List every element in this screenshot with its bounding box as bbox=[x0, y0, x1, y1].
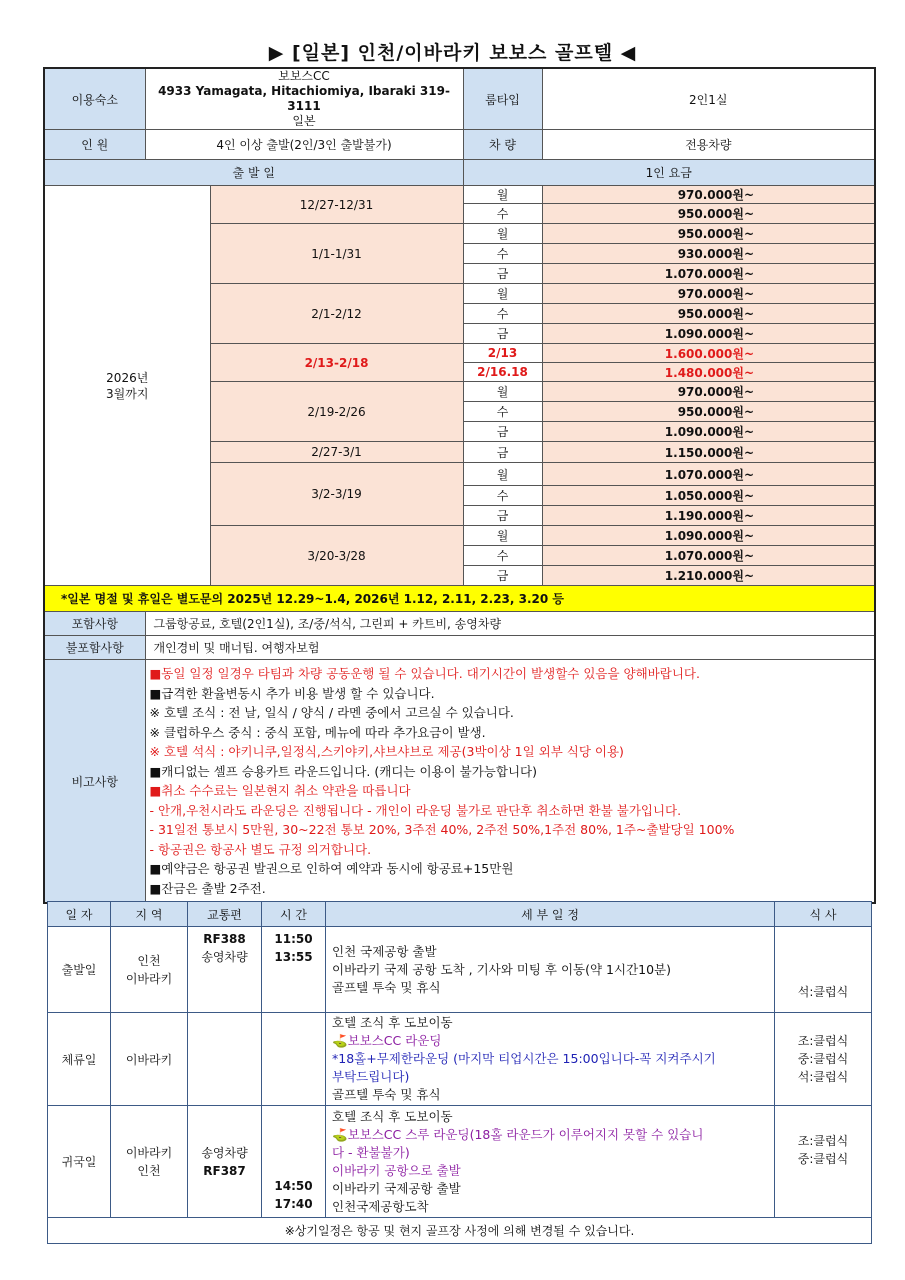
day2-meal bbox=[775, 1013, 872, 1106]
price-row bbox=[44, 186, 875, 204]
included-value: 그룹항공료, 호텔(2인1실), 조/중/석식, 그린피 + 카트비, 송영차량 bbox=[145, 612, 875, 636]
excluded-value: 개인경비 및 매너팁. 여행자보험 bbox=[145, 636, 875, 660]
remarks-list bbox=[145, 660, 875, 904]
remark-line: ※ 호텔 조식 : 전 날, 일식 / 양식 / 라멘 중에서 고르실 수 있습니다. bbox=[149, 705, 514, 720]
departure-date-header: 출 발 일 bbox=[44, 160, 463, 186]
day-of-week: 수 bbox=[463, 304, 542, 324]
day3-time-1: 14:50 bbox=[274, 1179, 313, 1193]
day2-detail bbox=[326, 1013, 775, 1106]
day3-meal-1: 조:클럽식 bbox=[797, 1134, 849, 1148]
day3-region-1: 이바라키 bbox=[125, 1145, 173, 1160]
day2-meal-2: 중:클럽식 bbox=[797, 1052, 849, 1066]
day3-round: ⛳보보스CC 스루 라운딩(18홀 라운드가 이루어지지 못할 수 있습니 bbox=[332, 1126, 704, 1142]
date-range: 12/27-12/31 bbox=[210, 186, 463, 224]
day2-round: ⛳보보스CC 라운딩 bbox=[332, 1033, 442, 1048]
remark-line: ■동일 일정 일경우 타팀과 차량 공동운행 될 수 있습니다. 대기시간이 발생할수 있음을 양해바랍니다. bbox=[149, 666, 700, 681]
day-of-week: 월 bbox=[463, 382, 542, 402]
day-of-week: 금 bbox=[463, 566, 542, 586]
day-of-week: 수 bbox=[463, 204, 542, 224]
day2-meal-1: 조:클럽식 bbox=[797, 1034, 849, 1048]
day3-meal-2: 중:클럽식 bbox=[797, 1152, 849, 1166]
day-of-week: 금 bbox=[463, 442, 542, 463]
day3-region bbox=[111, 1106, 188, 1218]
day3-label: 귀국일 bbox=[48, 1106, 111, 1218]
period-year: 2026년 bbox=[106, 370, 149, 385]
header-meal: 식 사 bbox=[775, 902, 872, 927]
date-range: 3/20-3/28 bbox=[210, 526, 463, 586]
price-value: 1.190.000원~ bbox=[542, 506, 875, 526]
remark-line: - 안개,우천시라도 라운딩은 진행됩니다 - 개인이 라운딩 불가로 판단후 취소하면 환불 불가입니다. bbox=[149, 802, 682, 818]
day-of-week: 수 bbox=[463, 244, 542, 264]
price-value: 1.210.000원~ bbox=[542, 566, 875, 586]
day1-detail-1: 인천 국제공항 출발 bbox=[332, 943, 437, 959]
date-range: 2/1-2/12 bbox=[210, 284, 463, 344]
day-of-week: 월 bbox=[463, 463, 542, 486]
lodging-label: 이용숙소 bbox=[44, 68, 145, 130]
day3-detail bbox=[326, 1106, 775, 1218]
date-range: 2/13-2/18 bbox=[210, 344, 463, 382]
day1-region-2: 이바라키 bbox=[125, 971, 173, 986]
day-of-week: 수 bbox=[463, 486, 542, 506]
day1-time-1: 11:50 bbox=[274, 932, 313, 946]
day3-region-2: 인천 bbox=[137, 1163, 161, 1178]
schedule-footer-note: ※상기일정은 항공 및 현지 골프장 사정에 의해 변경될 수 있습니다. bbox=[48, 1218, 872, 1244]
lodging-name: 보보스CC bbox=[278, 69, 330, 83]
golf-flag-icon: ⛳ bbox=[332, 1033, 348, 1048]
day1-time-2: 13:55 bbox=[274, 950, 313, 964]
price-value: 1.070.000원~ bbox=[542, 463, 875, 486]
remark-line: ※ 클럽하우스 중식 : 중식 포함, 메뉴에 따라 추가요금이 발생. bbox=[149, 724, 486, 740]
vehicle-value: 전용차량 bbox=[542, 130, 875, 160]
lodging-value bbox=[145, 68, 463, 130]
day2-detail-3: *18홀+무제한라운딩 (마지막 티업시간은 15:00입니다-꼭 지켜주시기 bbox=[332, 1051, 716, 1066]
price-value: 1.150.000원~ bbox=[542, 442, 875, 463]
day1-label: 출발일 bbox=[48, 927, 111, 1013]
day3-detail-5: 이바라키 국제공항 출발 bbox=[332, 1180, 461, 1196]
day1-detail-3: 골프텔 투숙 및 휴식 bbox=[332, 979, 441, 995]
day2-time-empty bbox=[262, 1013, 326, 1106]
remark-line: ■캐디없는 셀프 승용카트 라운드입니다. (캐디는 이용이 불가능합니다) bbox=[149, 763, 537, 779]
day-of-week: 금 bbox=[463, 422, 542, 442]
price-value: 1.090.000원~ bbox=[542, 324, 875, 344]
day3-meal bbox=[775, 1106, 872, 1218]
day2-detail-5: 골프텔 투숙 및 휴식 bbox=[332, 1087, 441, 1102]
day3-detail-1: 호텔 조식 후 도보이동 bbox=[332, 1108, 453, 1124]
room-type-label: 룸타입 bbox=[463, 68, 542, 130]
header-date: 일 자 bbox=[48, 902, 111, 927]
date-range: 3/2-3/19 bbox=[210, 463, 463, 526]
price-value: 950.000원~ bbox=[542, 402, 875, 422]
people-value: 4인 이상 출발(2인/3인 출발불가) bbox=[145, 130, 463, 160]
vehicle-label: 차 량 bbox=[463, 130, 542, 160]
price-value: 970.000원~ bbox=[542, 382, 875, 402]
excluded-label: 불포함사항 bbox=[44, 636, 145, 660]
day-of-week: 월 bbox=[463, 186, 542, 204]
day-of-week: 금 bbox=[463, 264, 542, 284]
room-type-value: 2인1실 bbox=[542, 68, 875, 130]
day3-transport bbox=[188, 1106, 262, 1218]
day3-shuttle: 송영차량 bbox=[201, 1145, 248, 1160]
day3-flight: RF387 bbox=[203, 1163, 246, 1178]
remark-line: - 31일전 통보시 5만원, 30~22전 통보 20%, 3주전 40%, 2주전 50%,1주전 80%, 1주~출발당일 100% bbox=[149, 822, 735, 837]
day1-time bbox=[262, 927, 326, 1013]
day3-time-2: 17:40 bbox=[274, 1197, 313, 1211]
holiday-note: *일본 명절 및 휴일은 별도문의 2025년 12.29~1.4, 2026년 1.12, 2.11, 2.23, 3.20 등 bbox=[44, 586, 875, 612]
day-of-week: 월 bbox=[463, 284, 542, 304]
remark-line: - 항공권은 항공사 별도 규정 의거합니다. bbox=[149, 841, 372, 857]
price-per-person-header: 1인 요금 bbox=[463, 160, 875, 186]
header-detail: 세 부 일 정 bbox=[326, 902, 775, 927]
header-time: 시 간 bbox=[262, 902, 326, 927]
day1-region-1: 인천 bbox=[137, 953, 161, 968]
remark-line: ■취소 수수료는 일본현지 취소 약관을 따릅니다 bbox=[149, 783, 411, 798]
day2-region: 이바라키 bbox=[111, 1013, 188, 1106]
price-value: 970.000원~ bbox=[542, 284, 875, 304]
included-label: 포함사항 bbox=[44, 612, 145, 636]
day3-detail-3: 다 - 환불불가) bbox=[332, 1144, 410, 1160]
day1-shuttle: 송영차량 bbox=[201, 950, 248, 964]
lodging-address: 4933 Yamagata, Hitachiomiya, Ibaraki 319-3111 bbox=[158, 84, 450, 113]
day-of-week: 월 bbox=[463, 526, 542, 546]
lodging-country: 일본 bbox=[292, 114, 316, 128]
day2-detail-4: 부탁드립니다) bbox=[332, 1069, 410, 1084]
day-of-week: 월 bbox=[463, 224, 542, 244]
date-range: 2/19-2/26 bbox=[210, 382, 463, 442]
day-of-week: 수 bbox=[463, 402, 542, 422]
price-value: 1.090.000원~ bbox=[542, 422, 875, 442]
day1-transport bbox=[188, 927, 262, 1013]
itinerary-table bbox=[47, 901, 872, 1244]
price-value: 970.000원~ bbox=[542, 186, 875, 204]
day3-detail-6: 인천국제공항도착 bbox=[332, 1198, 429, 1214]
price-value: 1.070.000원~ bbox=[542, 264, 875, 284]
remark-line: ■예약금은 항공권 발권으로 인하여 예약과 동시에 항공료+15만원 bbox=[149, 861, 514, 876]
date-range: 1/1-1/31 bbox=[210, 224, 463, 284]
day-of-week: 금 bbox=[463, 506, 542, 526]
price-value: 950.000원~ bbox=[542, 304, 875, 324]
price-value: 930.000원~ bbox=[542, 244, 875, 264]
day3-time bbox=[262, 1106, 326, 1218]
day2-label: 체류일 bbox=[48, 1013, 111, 1106]
tour-info-table bbox=[43, 67, 876, 904]
day2-transport-empty bbox=[188, 1013, 262, 1106]
price-value: 1.480.000원~ bbox=[542, 363, 875, 382]
day1-detail bbox=[326, 927, 775, 1013]
people-label: 인 원 bbox=[44, 130, 145, 160]
remark-line: ■잔금은 출발 2주전. bbox=[149, 880, 266, 896]
header-transport: 교통편 bbox=[188, 902, 262, 927]
day3-detail-4: 이바라키 공항으로 출발 bbox=[332, 1162, 461, 1178]
day-of-week: 2/13 bbox=[463, 344, 542, 363]
day1-detail-2: 이바라키 국제 공항 도착 , 기사와 미팅 후 이동(약 1시간10분) bbox=[332, 961, 671, 977]
day2-meal-3: 석:클럽식 bbox=[797, 1070, 849, 1084]
day-of-week: 수 bbox=[463, 546, 542, 566]
golf-flag-icon: ⛳ bbox=[332, 1126, 348, 1142]
day1-flight: RF388 bbox=[203, 932, 246, 946]
price-value: 950.000원~ bbox=[542, 204, 875, 224]
period-cell bbox=[44, 186, 210, 586]
remark-line: ※ 호텔 석식 : 야키니쿠,일정식,스키야키,샤브샤브로 제공(3박이상 1일 외부 식당 이용) bbox=[149, 744, 624, 759]
page-title: ▶ [일본] 인천/이바라키 보보스 골프텔 ◀ bbox=[268, 42, 637, 64]
price-value: 1.070.000원~ bbox=[542, 546, 875, 566]
day1-meal: 석:클럽식 bbox=[775, 927, 872, 1013]
price-value: 1.090.000원~ bbox=[542, 526, 875, 546]
price-value: 1.600.000원~ bbox=[542, 344, 875, 363]
period-until: 3월까지 bbox=[106, 386, 149, 401]
price-value: 950.000원~ bbox=[542, 224, 875, 244]
day-of-week: 2/16.18 bbox=[463, 363, 542, 382]
price-value: 1.050.000원~ bbox=[542, 486, 875, 506]
day2-detail-1: 호텔 조식 후 도보이동 bbox=[332, 1015, 453, 1030]
day-of-week: 금 bbox=[463, 324, 542, 344]
date-range: 2/27-3/1 bbox=[210, 442, 463, 463]
header-region: 지 역 bbox=[111, 902, 188, 927]
remark-line: ■급격한 환율변동시 추가 비용 발생 할 수 있습니다. bbox=[149, 685, 435, 701]
remarks-label: 비고사항 bbox=[44, 660, 145, 904]
day1-region bbox=[111, 927, 188, 1013]
